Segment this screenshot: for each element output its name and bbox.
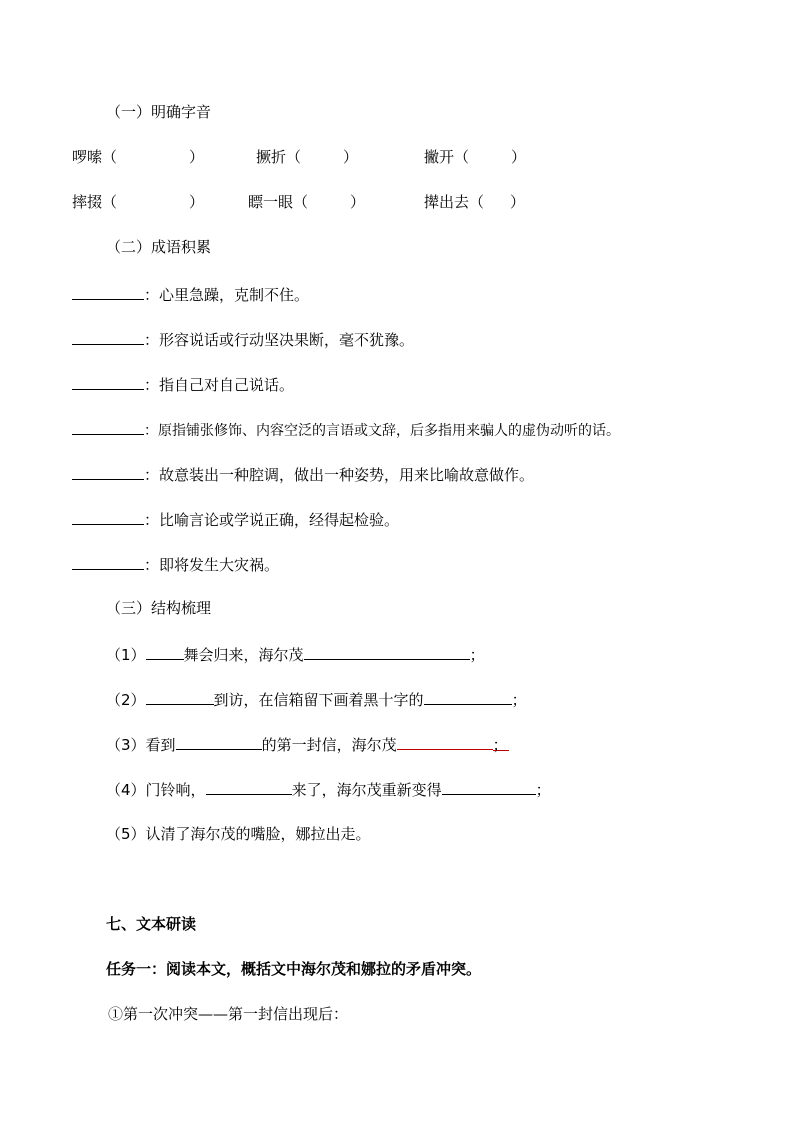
idiom-blank[interactable] xyxy=(72,464,144,480)
idiom-definition: ：指自己对自己说话。 xyxy=(144,376,295,394)
pron-word: 撇开 xyxy=(424,148,455,166)
conflict-point-1: ①第一次冲突——第一封信出现后： xyxy=(108,1005,349,1023)
idiom-definition: ：即将发生大灾祸。 xyxy=(144,556,280,574)
item-number: （5） xyxy=(106,825,146,843)
section2-heading: （二）成语积累 xyxy=(106,238,212,256)
structure-item-2 xyxy=(106,689,527,709)
item-text: 看到 xyxy=(145,736,176,754)
pron-open: （ xyxy=(102,148,118,166)
idiom-blank[interactable] xyxy=(72,329,144,345)
idiom-blank[interactable] xyxy=(72,374,144,390)
item-text: 到访，在信箱留下画着黑十字的 xyxy=(213,691,424,709)
pron-item xyxy=(72,147,204,167)
pron-item xyxy=(424,192,525,212)
pron-item xyxy=(248,192,365,212)
task1-prompt: 任务一：阅读本文，概括文中海尔茂和娜拉的矛盾冲突。 xyxy=(106,960,482,978)
pron-open: （ xyxy=(102,193,118,211)
idiom-definition: ：故意装出一种腔调，做出一种姿势，用来比喻故意做作。 xyxy=(144,466,535,484)
idiom-item xyxy=(72,509,399,529)
pron-item xyxy=(424,147,526,167)
pron-close: ） xyxy=(350,193,366,211)
structure-blank[interactable] xyxy=(424,689,512,705)
pron-word: 摔掇 xyxy=(72,193,103,211)
structure-item-5 xyxy=(106,824,371,844)
idiom-item xyxy=(72,374,294,394)
item-text: 舞会归来，海尔茂 xyxy=(183,646,304,664)
structure-blank[interactable] xyxy=(304,644,470,660)
structure-blank[interactable] xyxy=(176,734,262,750)
idiom-definition: ：心里急躁，克制不住。 xyxy=(144,286,310,304)
structure-blank[interactable] xyxy=(206,779,292,795)
pron-close: ） xyxy=(189,193,205,211)
idiom-item xyxy=(72,329,414,349)
structure-blank[interactable] xyxy=(442,779,536,795)
item-end: ； xyxy=(535,781,551,799)
pron-open: （ xyxy=(454,148,470,166)
item-number: （4） xyxy=(106,781,146,799)
structure-blank[interactable] xyxy=(397,734,493,750)
structure-item-1 xyxy=(106,644,485,664)
idiom-blank[interactable] xyxy=(72,554,144,570)
idiom-blank[interactable] xyxy=(72,509,144,525)
structure-item-3 xyxy=(106,734,509,754)
pron-word: 撅折 xyxy=(256,148,287,166)
item-text: 来了，海尔茂重新变得 xyxy=(291,781,442,799)
pron-open: （ xyxy=(293,193,309,211)
structure-blank[interactable] xyxy=(146,689,214,705)
structure-blank[interactable] xyxy=(146,644,184,660)
idiom-item xyxy=(72,284,309,304)
item-number: （1） xyxy=(106,646,146,664)
idiom-item xyxy=(72,419,620,439)
pron-open: （ xyxy=(286,148,302,166)
idiom-blank[interactable] xyxy=(72,284,144,300)
pron-word: 撵出去 xyxy=(424,193,470,211)
idiom-blank[interactable] xyxy=(72,419,144,435)
pron-close: ） xyxy=(511,148,527,166)
item-number: （2） xyxy=(106,691,146,709)
idiom-definition: ：形容说话或行动坚决果断，毫不犹豫。 xyxy=(144,331,415,349)
idiom-item xyxy=(72,554,279,574)
item-text: 认清了海尔茂的嘴脸，娜拉出走。 xyxy=(145,825,371,843)
idiom-definition: ：比喻言论或学说正确，经得起检验。 xyxy=(144,511,400,529)
pron-item xyxy=(256,147,358,167)
item-end: ； xyxy=(511,691,527,709)
pron-word: 啰嗦 xyxy=(72,148,103,166)
item-end: ； xyxy=(469,646,485,664)
section3-heading: （三）结构梳理 xyxy=(106,599,212,617)
pron-close: ） xyxy=(189,148,205,166)
pron-close: ） xyxy=(510,193,526,211)
pron-open: （ xyxy=(469,193,485,211)
pron-item xyxy=(72,192,204,212)
section1-heading: （一）明确字音 xyxy=(106,103,212,121)
item-text: 的第一封信，海尔茂 xyxy=(261,736,397,754)
pron-close: ） xyxy=(343,148,359,166)
structure-item-4 xyxy=(106,779,551,799)
idiom-definition: ：原指铺张修饰、内容空泛的言语或文辞，后多指用来骗人的虚伪动听的话。 xyxy=(144,423,620,439)
item-number: （3） xyxy=(106,736,146,754)
section7-heading: 七、文本研读 xyxy=(106,915,197,933)
idiom-item xyxy=(72,464,534,484)
item-text: 门铃响， xyxy=(145,781,206,799)
item-end: ； xyxy=(492,736,508,754)
pron-word: 瞟一眼 xyxy=(248,193,294,211)
